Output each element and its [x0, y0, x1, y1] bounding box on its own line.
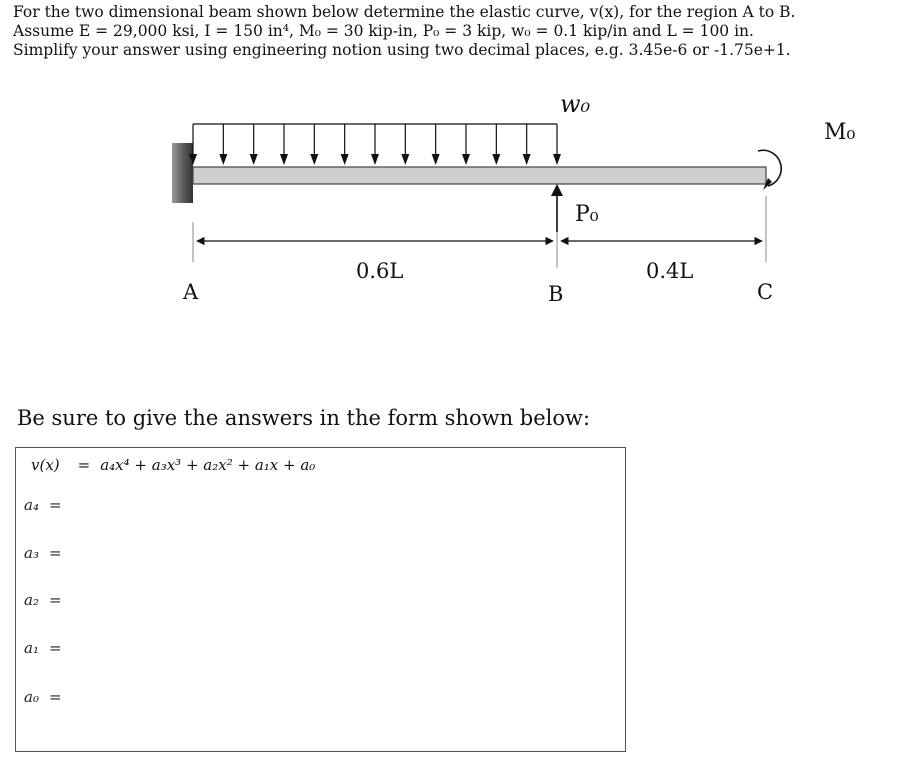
coefficient-equals: =: [48, 496, 62, 514]
load-arrow-head: [462, 154, 470, 165]
coefficient-equals: =: [48, 688, 62, 706]
dimension-guides: [193, 196, 766, 268]
load-arrow-head: [432, 154, 440, 165]
instructions: Be sure to give the answers in the form shown below:: [17, 406, 591, 430]
load-arrow-head: [250, 154, 258, 165]
coefficient-row-a3: [24, 544, 62, 562]
answer-box: [15, 447, 626, 752]
dimension-right-label: 0.4L: [646, 259, 694, 283]
coefficient-equals: =: [48, 544, 62, 562]
coefficient-row-a1: [24, 639, 62, 657]
point-force-arrow: [551, 184, 563, 232]
coefficient-row-a0: [24, 688, 62, 706]
coefficient-equals: =: [48, 591, 62, 609]
dimension-left-label: 0.6L: [356, 259, 404, 283]
load-arrow-head: [371, 154, 379, 165]
coefficient-equals: =: [48, 639, 62, 657]
formula-lhs: v(x): [31, 456, 60, 474]
coefficient-label: a₄: [24, 496, 39, 514]
problem-line-1: For the two dimensional beam shown below determine the elastic curve, v(x), for the region A to B.: [13, 3, 796, 21]
fixed-support: [172, 143, 193, 203]
formula-equals: =: [77, 456, 91, 474]
load-arrow-head: [523, 154, 531, 165]
elastic-curve-formula: [31, 456, 315, 474]
coefficient-label: a₃: [24, 544, 39, 562]
moment-label: M₀: [824, 120, 856, 145]
load-arrow-head: [310, 154, 318, 165]
load-arrows: [189, 124, 561, 165]
load-arrow-head: [553, 154, 561, 165]
formula-rhs: a₄x⁴ + a₃x³ + a₂x² + a₁x + a₀: [100, 456, 316, 474]
load-arrow-head: [401, 154, 409, 165]
beam: [193, 167, 766, 184]
coefficient-label: a₁: [24, 639, 39, 657]
point-a-label: A: [183, 280, 199, 304]
force-label: P₀: [575, 202, 599, 227]
coefficient-label: a₂: [24, 591, 39, 609]
coefficient-label: a₀: [24, 688, 39, 706]
coefficient-row-a2: [24, 591, 62, 609]
point-b-label: B: [548, 282, 564, 306]
load-label: w₀: [560, 90, 591, 118]
coefficient-row-a4: [24, 496, 62, 514]
problem-line-2: Assume E = 29,000 ksi, I = 150 in⁴, M₀ = 30 kip-in, P₀ = 3 kip, w₀ = 0.1 kip/in and L = 100 in.: [13, 22, 754, 40]
load-arrow-head: [492, 154, 500, 165]
point-c-label: C: [757, 280, 774, 304]
load-arrow-head: [219, 154, 227, 165]
problem-line-3: Simplify your answer using engineering notion using two decimal places, e.g. 3.45e-6 or -1.75e+1.: [13, 41, 791, 59]
load-arrow-head: [280, 154, 288, 165]
load-arrow-head: [341, 154, 349, 165]
